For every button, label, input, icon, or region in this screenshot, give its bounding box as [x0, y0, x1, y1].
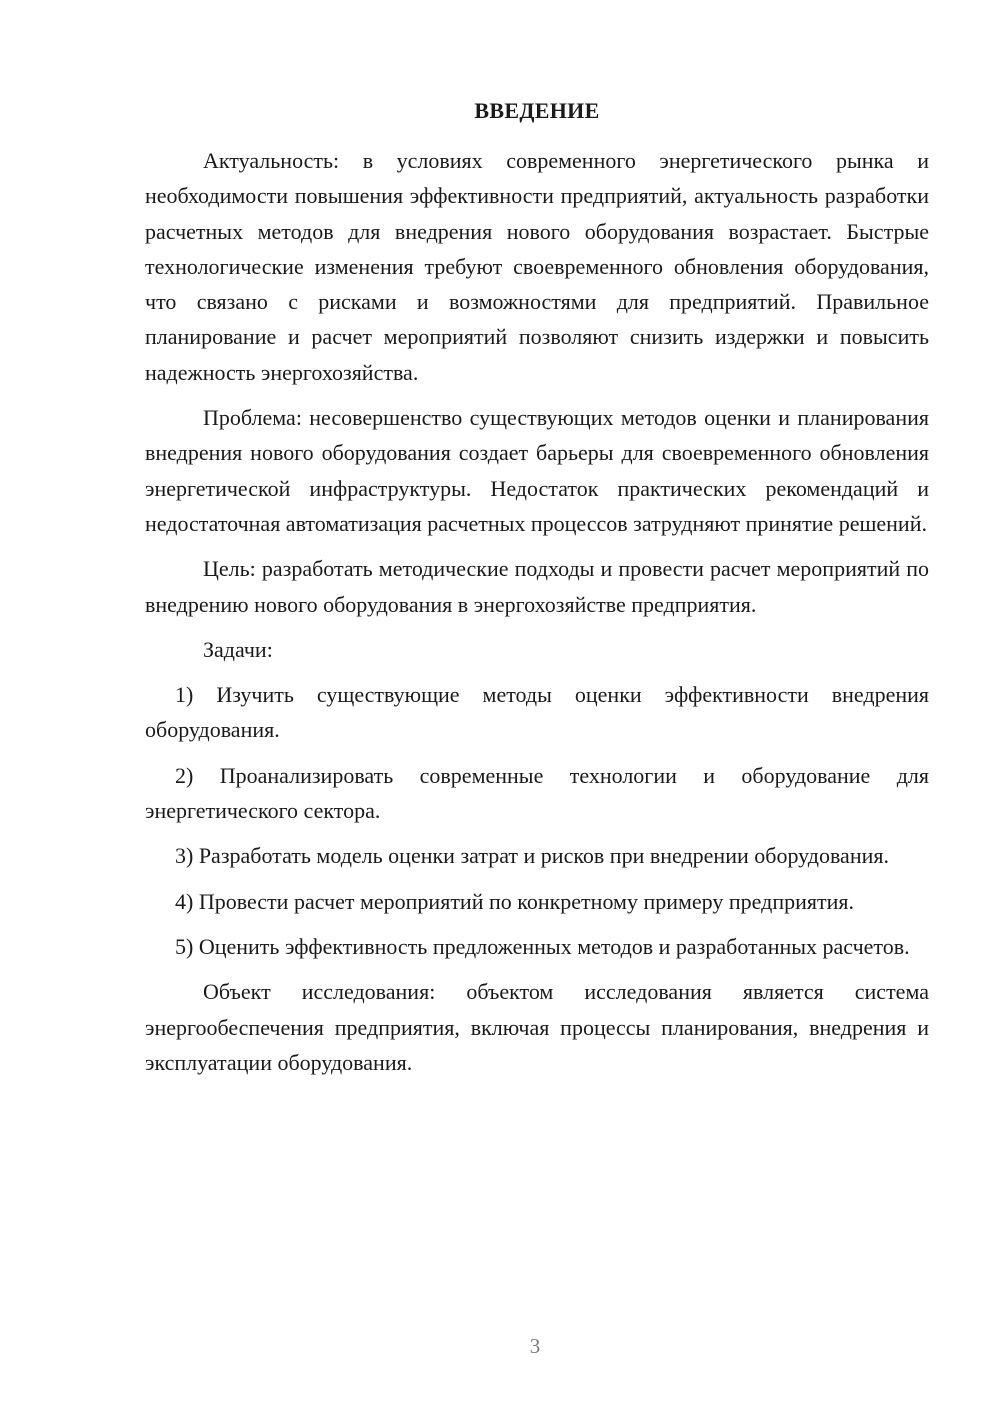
section-title: ВВЕДЕНИЕ — [474, 98, 600, 123]
task-item-3: 3) Разработать модель оценки затрат и рисков при внедрении оборудования. — [175, 843, 889, 869]
paragraph-object: Объект исследования: объектом исследования является система энергообеспечения предприятия, включая процессы планирования, внедрения и эксплуатации оборудования. — [145, 979, 929, 1075]
task-item-4: 4) Провести расчет мероприятий по конкретному примеру предприятия. — [175, 888, 855, 914]
paragraph-relevance: Актуальность: в условиях современного энергетического рынка и необходимости повышения эффективности предприятий, актуальность разработки расчетных методов для внедрения нового оборудования возрастает. Быстрые технологические изменения требуют своевременного обновления оборудования, что связано с рисками и возможностями для предприятий. Правильное планирование и расчет мероприятий позволяют снизить издержки и повысить надежность энергохозяйства. — [145, 148, 929, 385]
paragraph-goal: Цель: разработать методические подходы и провести расчет мероприятий по внедрению нового оборудования в энергохозяйстве предприятия. — [145, 556, 929, 617]
task-item-2: 2) Проанализировать современные технологии и оборудование для энергетического сектора. — [145, 762, 929, 824]
page-number: 3 — [529, 1334, 541, 1358]
document-body — [145, 143, 929, 1090]
paragraph-problem: Проблема: несовершенство существующих методов оценки и планирования внедрения нового оборудования создает барьеры для своевременного обновления энергетической инфраструктуры. Недостаток практических рекомендаций и недостаточная автоматизация расчетных процессов затрудняют принятие решений. — [145, 405, 929, 536]
task-item-5: 5) Оценить эффективность предложенных методов и разработанных расчетов. — [175, 933, 910, 959]
task-item-1: 1) Изучить существующие методы оценки эффективности внедрения оборудования. — [145, 682, 929, 743]
tasks-heading: Задачи: — [203, 636, 273, 662]
